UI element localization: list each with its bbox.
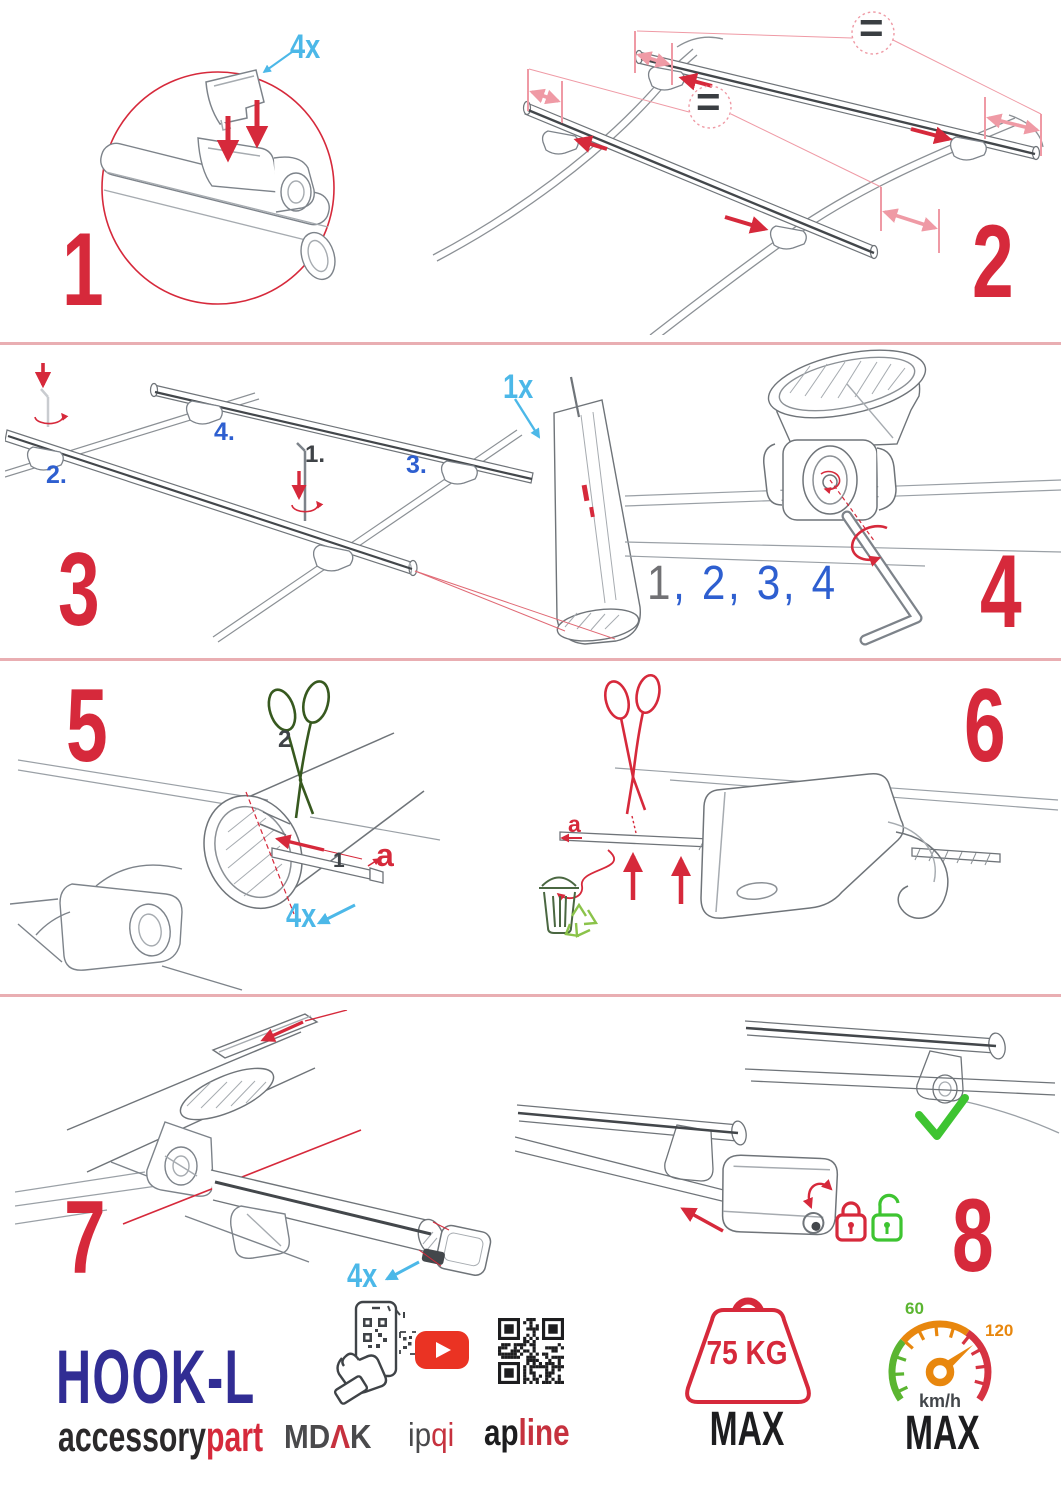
step-5-quantity-label: 4x [286, 897, 317, 935]
brand-name-black: accessory [58, 1413, 206, 1460]
speed-high-label: 120 [985, 1321, 1014, 1340]
partner-logo-apline: apline [484, 1412, 570, 1453]
youtube-play-icon [415, 1331, 469, 1369]
speed-low-label: 60 [905, 1299, 924, 1318]
checkmark-icon [919, 1098, 965, 1136]
step-5-panel [0, 661, 530, 995]
weight-limit-value: 75 KG [706, 1334, 788, 1371]
step-4-sequence-text [647, 557, 838, 610]
equals-badge-mid: = [696, 78, 721, 125]
step-4-panel [625, 345, 1061, 658]
lock-closed-icon [837, 1203, 865, 1240]
step-3-label-2: 2. [46, 461, 67, 489]
trash-bin-icon [539, 878, 579, 934]
scissors-icon [264, 679, 333, 818]
step-6-point-label: a [568, 811, 581, 837]
qr-code [498, 1318, 564, 1384]
step-3-label-4: 4. [214, 418, 235, 446]
step-3-label-1: 1. [305, 441, 326, 468]
speed-unit-label: km/h [918, 1391, 961, 1411]
step-1-illustration [60, 20, 390, 328]
step-2-number: 2 [972, 204, 1014, 320]
step-5-point-label: a [376, 837, 394, 873]
footer [0, 1300, 1061, 1500]
step-2-panel [425, 0, 1061, 343]
step-7-quantity-label: 4x [347, 1257, 378, 1295]
step-6-panel [520, 661, 1061, 995]
product-name: HOOK-L [56, 1335, 256, 1420]
step-3-label-3: 3. [406, 451, 427, 479]
step-7-panel [0, 997, 520, 1300]
step-3-quantity-label: 1x [503, 368, 534, 406]
sequence-rest: , 2, 3, 4 [673, 557, 838, 610]
step-2-illustration [425, 5, 1055, 335]
weight-limit-max: MAX [709, 1403, 785, 1456]
step-3-number: 3 [58, 532, 100, 648]
partner-logo-mdak: MDΛK [284, 1418, 372, 1455]
step-6-number: 6 [964, 668, 1006, 784]
step-5-number: 5 [66, 668, 108, 784]
scissors-icon [601, 673, 662, 833]
phone-scan-icon [330, 1300, 420, 1405]
step-5-strip-label: 1 [333, 849, 345, 872]
step-3-panel [0, 345, 650, 658]
step-3-illustration [5, 355, 645, 655]
brand-logo [58, 1413, 264, 1460]
sequence-first: 1 [647, 557, 674, 610]
speed-limit-max: MAX [905, 1407, 980, 1460]
step-1-panel [0, 0, 430, 343]
partner-logo-ipqi: ipqi [408, 1416, 455, 1453]
step-5-scissors-label: 2 [278, 726, 292, 753]
step-1-number: 1 [62, 212, 104, 328]
step-7-number: 7 [64, 1180, 106, 1296]
step-8-number: 8 [952, 1178, 994, 1294]
brand-name-red: part [205, 1413, 264, 1460]
lock-open-icon [873, 1195, 901, 1240]
step-8-panel [515, 997, 1061, 1300]
equals-badge-top: = [859, 4, 884, 51]
step-1-quantity-label: 4x [290, 28, 321, 66]
step-4-number: 4 [980, 534, 1022, 650]
